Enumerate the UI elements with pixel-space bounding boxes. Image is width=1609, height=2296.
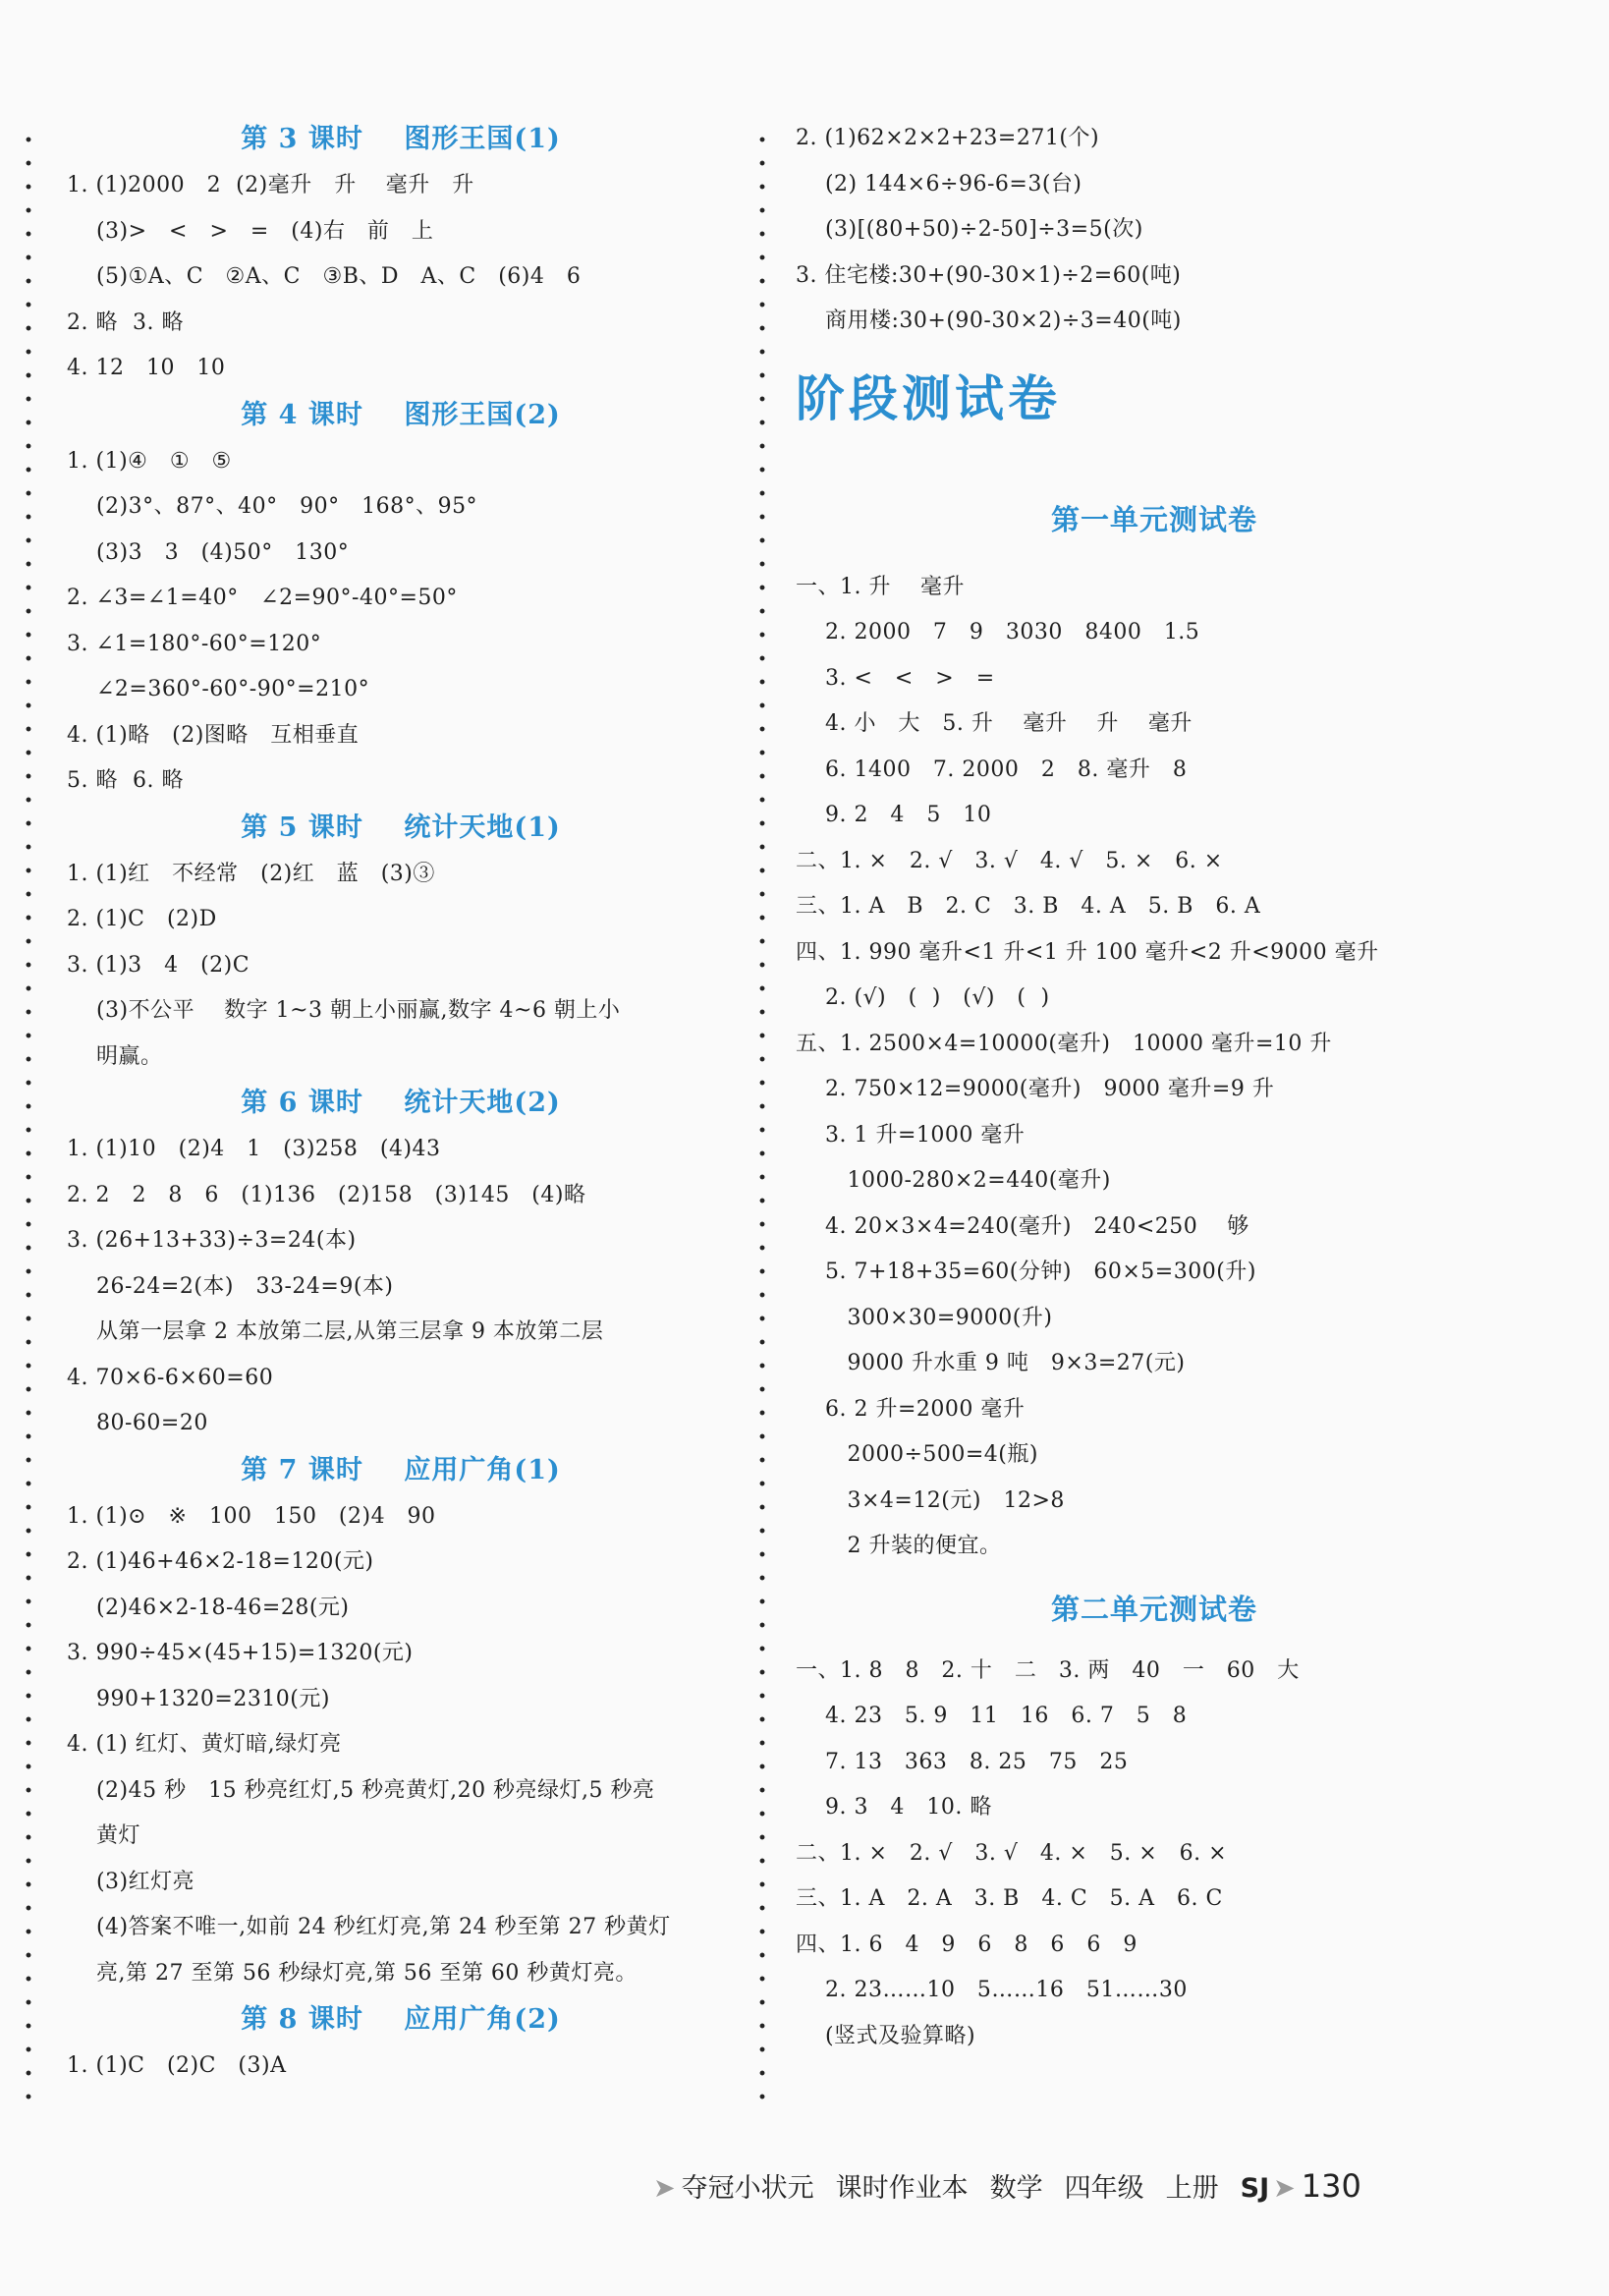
right-column (796, 116, 1483, 2059)
answer-line: (2) 144×6÷96-6=3(台) (796, 171, 1082, 196)
answer-line: 3. (26+13+33)÷3=24(本) (67, 1228, 357, 1253)
answer-line: 1. (1)2000 2 (2)毫升 升 毫升 升 (67, 173, 474, 197)
page-footer (653, 2166, 1361, 2205)
lesson-heading: 第 3 课时 图形王国(1) (241, 124, 561, 154)
answer-line: 三、1. A B 2. C 3. B 4. A 5. B 6. A (796, 894, 1261, 919)
lesson-heading: 第 4 课时 图形王国(2) (241, 399, 561, 430)
answer-line: 2. 2000 7 9 3030 8400 1.5 (796, 620, 1200, 644)
answer-line: 2 升装的便宜。 (796, 1534, 1002, 1558)
answer-line: 1. (1)10 (2)4 1 (3)258 (4)43 (67, 1137, 441, 1161)
left-dotted-border (26, 128, 31, 2112)
footer-brand: 夺冠小状元 (681, 2173, 814, 2204)
answer-line: (3)不公平 数字 1~3 朝上小丽赢,数字 4~6 朝上小 (67, 998, 621, 1023)
answer-line: (3)[(80+50)÷2-50]÷3=5(次) (796, 217, 1143, 242)
answer-line: 2. 略 3. 略 (67, 309, 184, 335)
footer-book: 课时作业本 (835, 2173, 969, 2204)
answer-line: (3)红灯亮 (67, 1869, 195, 1894)
answer-line: 6. 1400 7. 2000 2 8. 毫升 8 (796, 756, 1188, 782)
answer-line: (3)> < > = (4)右 前 上 (67, 218, 434, 244)
answer-line: 2. (1)62×2×2+23=271(个) (796, 126, 1100, 150)
answer-line: 二、1. × 2. √ 3. √ 4. × 5. × 6. × (796, 1840, 1228, 1866)
answer-line: 二、1. × 2. √ 3. √ 4. √ 5. × 6. × (796, 848, 1223, 873)
answer-line: 5. 7+18+35=60(分钟) 60×5=300(升) (796, 1260, 1256, 1284)
answer-line: 一、1. 8 8 2. 十 二 3. 两 40 一 60 大 (796, 1657, 1300, 1683)
answer-line: 4. 23 5. 9 11 16 6. 7 5 8 (796, 1704, 1188, 1728)
lesson-heading: 第 8 课时 应用广角(2) (241, 2004, 561, 2035)
footer-volume: 上册 (1165, 2173, 1219, 2204)
center-dotted-divider (759, 128, 765, 2112)
answer-line: (3)3 3 (4)50° 130° (67, 539, 350, 565)
answer-line: 3. 1 升=1000 毫升 (796, 1122, 1026, 1148)
answer-line: 3. ∠1=180°-60°=120° (67, 631, 322, 656)
answer-line: 4. 20×3×4=240(毫升) 240<250 够 (796, 1213, 1249, 1239)
lesson-heading: 第 6 课时 统计天地(2) (241, 1088, 561, 1118)
answer-line: 4. 12 10 10 (67, 356, 226, 380)
answer-line: 7. 13 363 8. 25 75 25 (796, 1749, 1129, 1774)
footer-subject: 数学 (989, 2173, 1043, 2204)
answer-line: 黄灯 (67, 1823, 140, 1848)
answer-line: (2)45 秒 15 秒亮红灯,5 秒亮黄灯,20 秒亮绿灯,5 秒亮 (67, 1777, 655, 1803)
answer-line: 一、1. 升 毫升 (796, 574, 965, 599)
answer-line: 五、1. 2500×4=10000(毫升) 10000 毫升=10 升 (796, 1031, 1332, 1056)
answer-line: 80-60=20 (67, 1411, 208, 1435)
answer-line: 3×4=12(元) 12>8 (796, 1487, 1065, 1513)
section-title: 阶段测试卷 (796, 369, 1061, 427)
answer-line: 2. (√) ( ) (√) ( ) (796, 985, 1050, 1010)
answer-line: 3. < < > = (796, 665, 995, 691)
answer-line: (5)①A、C ②A、C ③B、D A、C (6)4 6 (67, 264, 582, 289)
footer-arrow-icon: ➤ (1273, 2173, 1296, 2204)
answer-line: 2. 2 2 8 6 (1)136 (2)158 (3)145 (4)略 (67, 1182, 586, 1207)
answer-line: 1. (1)C (2)C (3)A (67, 2053, 287, 2078)
answer-line: 5. 略 6. 略 (67, 768, 184, 793)
left-column (67, 116, 735, 2090)
answer-line: 990+1320=2310(元) (67, 1686, 330, 1711)
footer-grade: 四年级 (1064, 2173, 1144, 2204)
answer-line: 2000÷500=4(瓶) (796, 1442, 1038, 1467)
answer-line: 6. 2 升=2000 毫升 (796, 1396, 1026, 1422)
answer-line: 明赢。 (67, 1043, 163, 1069)
answer-line: 4. 小 大 5. 升 毫升 升 毫升 (796, 711, 1193, 736)
answer-line: 从第一层拿 2 本放第二层,从第三层拿 9 本放第二层 (67, 1319, 604, 1344)
answer-line: (2)46×2-18-46=28(元) (67, 1595, 350, 1620)
footer-arrow-icon: ➤ (653, 2173, 676, 2204)
answer-line: 商用楼:30+(90-30×2)÷3=40(吨) (796, 308, 1182, 333)
lesson-heading: 第 5 课时 统计天地(1) (241, 812, 561, 843)
footer-edition: SJ (1240, 2173, 1270, 2204)
answer-line: 3. (1)3 4 (2)C (67, 952, 250, 978)
answer-line: 三、1. A 2. A 3. B 4. C 5. A 6. C (796, 1886, 1223, 1911)
answer-line: 9. 3 4 10. 略 (796, 1795, 992, 1820)
answer-line: ∠2=360°-60°-90°=210° (67, 677, 370, 701)
answer-line: 300×30=9000(升) (796, 1305, 1053, 1330)
answer-line: 3. 990÷45×(45+15)=1320(元) (67, 1641, 414, 1665)
page-number: 130 (1301, 2167, 1361, 2205)
unit-test-heading: 第一单元测试卷 (1050, 502, 1257, 536)
answer-line: 1. (1)红 不经常 (2)红 蓝 (3)③ (67, 861, 435, 886)
answer-line: 9000 升水重 9 吨 9×3=27(元) (796, 1351, 1186, 1375)
answer-line: 1000-280×2=440(毫升) (796, 1168, 1111, 1193)
answer-line: 1. (1)④ ① ⑤ (67, 448, 232, 474)
answer-line: 2. 23……10 5……16 51……30 (796, 1978, 1188, 2002)
answer-line: 9. 2 4 5 10 (796, 803, 992, 827)
answer-line: 2. (1)46+46×2-18=120(元) (67, 1549, 374, 1574)
answer-line: 亮,第 27 至第 56 秒绿灯亮,第 56 至第 60 秒黄灯亮。 (67, 1960, 638, 1986)
lesson-heading: 第 7 课时 应用广角(1) (241, 1454, 561, 1485)
answer-line: 4. (1)略 (2)图略 互相垂直 (67, 722, 360, 748)
answer-line: 3. 住宅楼:30+(90-30×1)÷2=60(吨) (796, 262, 1182, 288)
answer-line: 1. (1)⊙ ※ 100 150 (2)4 90 (67, 1503, 436, 1529)
answer-line: 2. 750×12=9000(毫升) 9000 毫升=9 升 (796, 1077, 1275, 1101)
answer-line: 2. ∠3=∠1=40° ∠2=90°-40°=50° (67, 586, 458, 610)
answer-line: 4. (1) 红灯、黄灯暗,绿灯亮 (67, 1732, 342, 1757)
answer-line: 四、1. 6 4 9 6 8 6 6 9 (796, 1932, 1137, 1957)
answer-line: (2)3°、87°、40° 90° 168°、95° (67, 494, 478, 519)
answer-line: 26-24=2(本) 33-24=9(本) (67, 1273, 394, 1299)
answer-line: 4. 70×6-6×60=60 (67, 1365, 274, 1390)
answer-line: (4)答案不唯一,如前 24 秒红灯亮,第 24 秒至第 27 秒黄灯 (67, 1915, 671, 1939)
unit-test-heading: 第二单元测试卷 (1050, 1592, 1257, 1626)
answer-line: 四、1. 990 毫升<1 升<1 升 100 毫升<2 升<9000 毫升 (796, 939, 1379, 965)
answer-line: (竖式及验算略) (796, 2023, 976, 2048)
answer-line: 2. (1)C (2)D (67, 907, 217, 931)
